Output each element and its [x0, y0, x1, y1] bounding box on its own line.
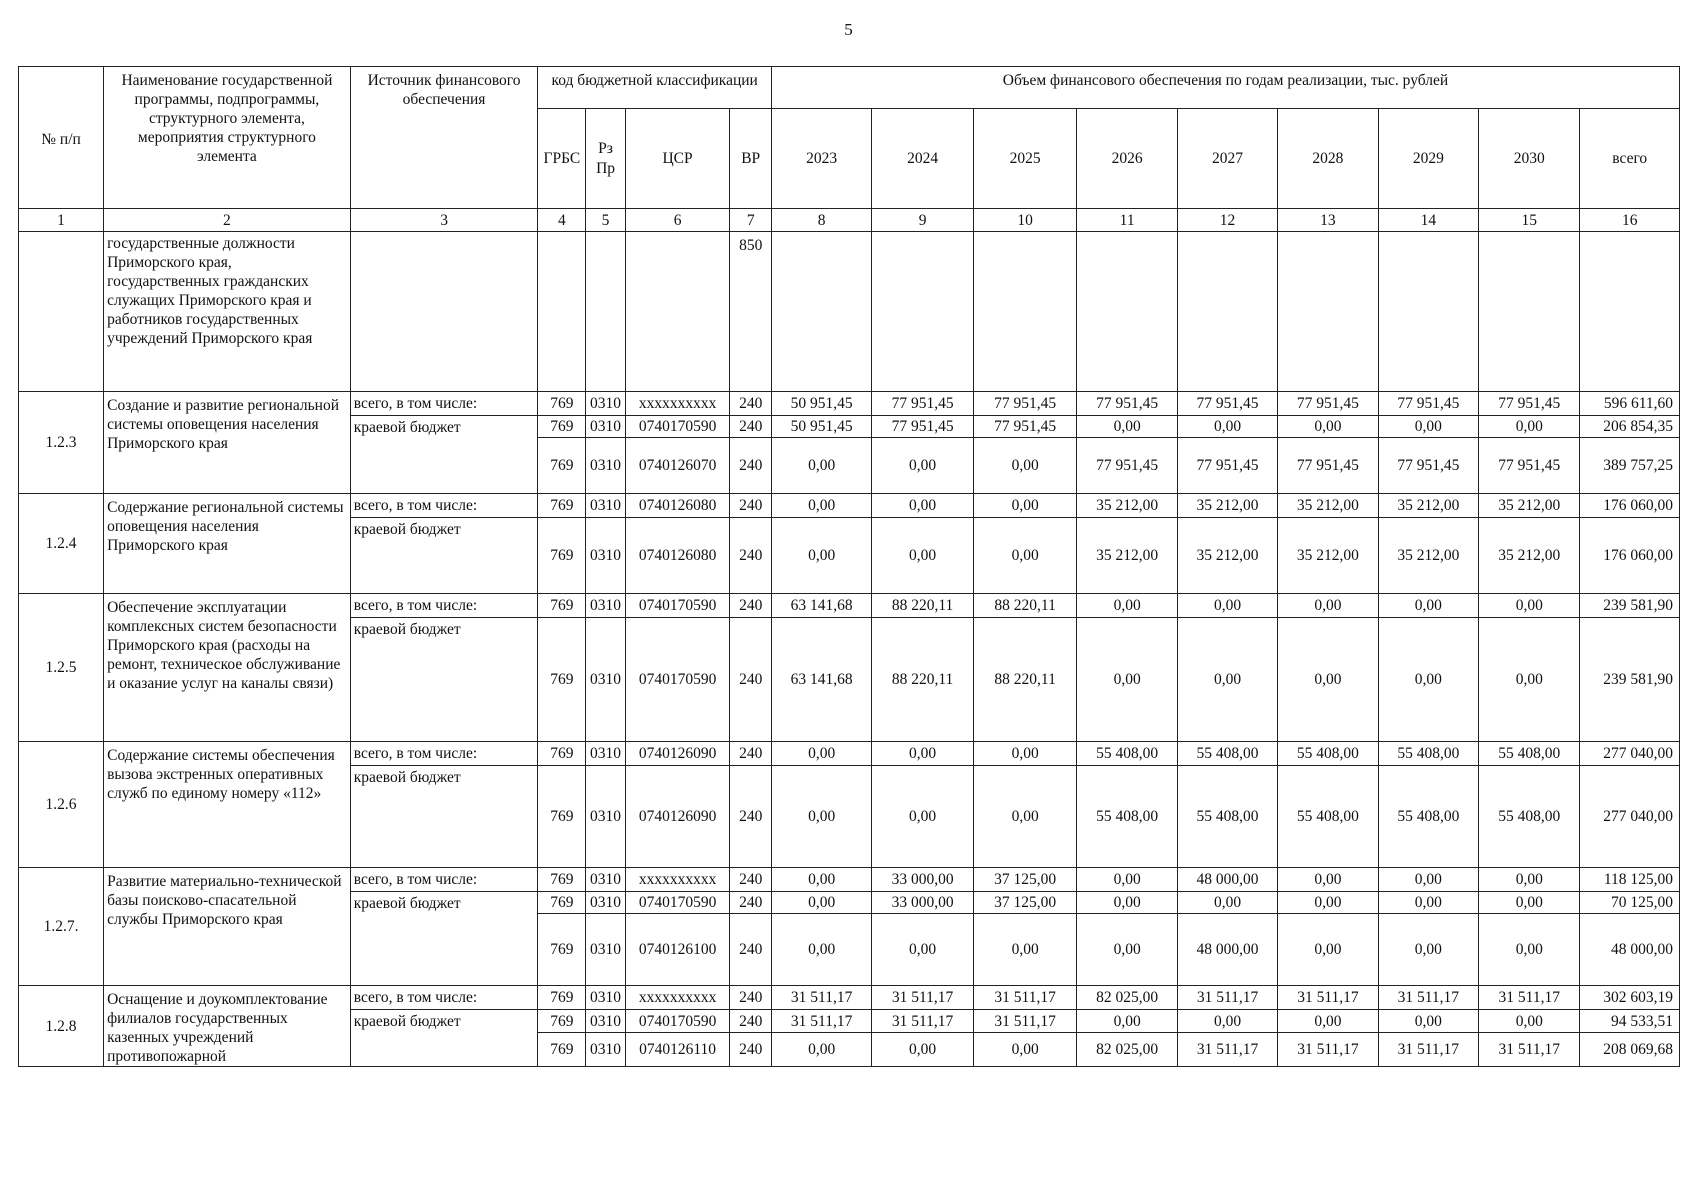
csr-cell: 0740170590	[625, 618, 730, 742]
vr-cell: 240	[730, 986, 772, 1010]
value-cell: 35 212,00	[1077, 494, 1177, 518]
header-name: Наименование государственной программы, подпрограммы, структурного элемента, мероприятия структурного элемента	[104, 67, 351, 209]
value-cell: 0,00	[1378, 892, 1478, 914]
csr-cell: xxxxxxxxxx	[625, 986, 730, 1010]
rzpr-cell: 0310	[586, 494, 625, 518]
grbs-cell: 769	[538, 392, 586, 416]
header-year-2025: 2025	[973, 109, 1077, 209]
value-cell: 0,00	[771, 766, 871, 868]
value-cell: 0,00	[1077, 868, 1177, 892]
csr-cell: 0740126100	[625, 914, 730, 986]
total-cell: 94 533,51	[1580, 1010, 1680, 1033]
value-cell: 88 220,11	[872, 618, 973, 742]
col-number: 4	[538, 209, 586, 232]
total-cell: 70 125,00	[1580, 892, 1680, 914]
value-cell: 35 212,00	[1378, 494, 1478, 518]
continuation-rzpr	[586, 232, 625, 392]
value-cell: 31 511,17	[1479, 986, 1580, 1010]
value-cell: 0,00	[1378, 914, 1478, 986]
continuation-cell	[1177, 232, 1277, 392]
total-cell: 239 581,90	[1580, 618, 1680, 742]
continuation-cell	[1278, 232, 1378, 392]
value-cell: 0,00	[1278, 868, 1378, 892]
value-cell: 0,00	[1479, 594, 1580, 618]
continuation-row	[19, 232, 1680, 392]
value-cell: 0,00	[872, 518, 973, 594]
value-cell: 0,00	[1378, 868, 1478, 892]
value-cell: 50 951,45	[771, 392, 871, 416]
grbs-cell: 769	[538, 518, 586, 594]
value-cell: 33 000,00	[872, 892, 973, 914]
value-cell: 0,00	[1479, 618, 1580, 742]
rzpr-cell: 0310	[586, 868, 625, 892]
csr-cell: 0740170590	[625, 1010, 730, 1033]
total-cell: 277 040,00	[1580, 742, 1680, 766]
value-cell: 31 511,17	[973, 1010, 1077, 1033]
col-number: 7	[730, 209, 772, 232]
continuation-cell	[973, 232, 1077, 392]
value-cell: 0,00	[1378, 1010, 1478, 1033]
header-year-2023: 2023	[771, 109, 871, 209]
continuation-source	[350, 232, 538, 392]
header-year-2026: 2026	[1077, 109, 1177, 209]
col-number: 2	[104, 209, 351, 232]
value-cell: 55 408,00	[1177, 766, 1277, 868]
rzpr-cell: 0310	[586, 892, 625, 914]
header-year-2028: 2028	[1278, 109, 1378, 209]
header-source: Источник финансового обеспечения	[350, 67, 538, 209]
col-number: 14	[1378, 209, 1478, 232]
value-cell: 55 408,00	[1077, 742, 1177, 766]
value-cell: 88 220,11	[973, 594, 1077, 618]
value-cell: 0,00	[771, 914, 871, 986]
vr-cell: 240	[730, 594, 772, 618]
total-cell: 302 603,19	[1580, 986, 1680, 1010]
value-cell: 31 511,17	[1479, 1033, 1580, 1067]
header-grbs: ГРБС	[538, 109, 586, 209]
total-cell: 48 000,00	[1580, 914, 1680, 986]
value-cell: 0,00	[771, 438, 871, 494]
continuation-cell	[771, 232, 871, 392]
value-cell: 0,00	[1077, 892, 1177, 914]
value-cell: 31 511,17	[1177, 1033, 1277, 1067]
continuation-name: государственные должности Приморского края, государственных гражданских служащих Приморского края и работников государственных учреждений Приморского края	[104, 232, 351, 392]
col-number: 9	[872, 209, 973, 232]
source-cell: всего, в том числе:	[350, 986, 538, 1010]
value-cell: 0,00	[771, 868, 871, 892]
item-name: Содержание системы обеспечения вызова экстренных оперативных служб по единому номеру «112»	[104, 742, 351, 868]
value-cell: 31 511,17	[1378, 1033, 1478, 1067]
value-cell: 0,00	[1479, 1010, 1580, 1033]
value-cell: 31 511,17	[771, 1010, 871, 1033]
source-cell: всего, в том числе:	[350, 494, 538, 518]
grbs-cell: 769	[538, 868, 586, 892]
source-cell: краевой бюджет	[350, 618, 538, 742]
value-cell: 0,00	[1077, 1010, 1177, 1033]
value-cell: 33 000,00	[872, 868, 973, 892]
source-cell: краевой бюджет	[350, 518, 538, 594]
source-cell: краевой бюджет	[350, 892, 538, 986]
vr-cell: 240	[730, 742, 772, 766]
rzpr-cell: 0310	[586, 518, 625, 594]
value-cell: 0,00	[1077, 416, 1177, 438]
vr-cell: 240	[730, 494, 772, 518]
item-number: 1.2.6	[19, 742, 104, 868]
value-cell: 35 212,00	[1278, 518, 1378, 594]
value-cell: 0,00	[872, 914, 973, 986]
value-cell: 0,00	[1077, 914, 1177, 986]
value-cell: 77 951,45	[872, 416, 973, 438]
source-cell: всего, в том числе:	[350, 868, 538, 892]
table-row	[19, 986, 1680, 1010]
col-number: 15	[1479, 209, 1580, 232]
col-number: 11	[1077, 209, 1177, 232]
value-cell: 35 212,00	[1177, 518, 1277, 594]
value-cell: 77 951,45	[1077, 438, 1177, 494]
value-cell: 77 951,45	[1278, 438, 1378, 494]
vr-cell: 240	[730, 766, 772, 868]
value-cell: 55 408,00	[1479, 766, 1580, 868]
value-cell: 0,00	[771, 742, 871, 766]
rzpr-cell: 0310	[586, 1033, 625, 1067]
item-number: 1.2.3	[19, 392, 104, 494]
grbs-cell: 769	[538, 892, 586, 914]
continuation-cell	[1378, 232, 1478, 392]
header-year-2024: 2024	[872, 109, 973, 209]
item-name: Содержание региональной системы оповещения населения Приморского края	[104, 494, 351, 594]
value-cell: 77 951,45	[1479, 438, 1580, 494]
continuation-cell	[872, 232, 973, 392]
rzpr-cell: 0310	[586, 766, 625, 868]
total-cell: 176 060,00	[1580, 494, 1680, 518]
continuation-csr	[625, 232, 730, 392]
value-cell: 0,00	[973, 766, 1077, 868]
total-cell: 208 069,68	[1580, 1033, 1680, 1067]
col-number: 8	[771, 209, 871, 232]
grbs-cell: 769	[538, 594, 586, 618]
grbs-cell: 769	[538, 1033, 586, 1067]
value-cell: 0,00	[1479, 416, 1580, 438]
continuation-cell	[1479, 232, 1580, 392]
col-number: 3	[350, 209, 538, 232]
continuation-grbs	[538, 232, 586, 392]
csr-cell: xxxxxxxxxx	[625, 392, 730, 416]
value-cell: 0,00	[872, 742, 973, 766]
value-cell: 55 408,00	[1278, 766, 1378, 868]
table-row	[19, 392, 1680, 416]
col-number: 16	[1580, 209, 1680, 232]
item-number: 1.2.7.	[19, 868, 104, 986]
grbs-cell: 769	[538, 742, 586, 766]
value-cell: 0,00	[973, 518, 1077, 594]
financing-table	[18, 66, 1680, 1067]
value-cell: 31 511,17	[1278, 1033, 1378, 1067]
rzpr-cell: 0310	[586, 594, 625, 618]
header-budget-code: код бюджетной классификации	[538, 67, 772, 109]
csr-cell: 0740126110	[625, 1033, 730, 1067]
grbs-cell: 769	[538, 618, 586, 742]
csr-cell: 0740126090	[625, 766, 730, 868]
total-cell: 176 060,00	[1580, 518, 1680, 594]
value-cell: 0,00	[1177, 1010, 1277, 1033]
total-cell: 389 757,25	[1580, 438, 1680, 494]
value-cell: 31 511,17	[1177, 986, 1277, 1010]
value-cell: 0,00	[1378, 416, 1478, 438]
csr-cell: 0740170590	[625, 416, 730, 438]
value-cell: 0,00	[1378, 618, 1478, 742]
header-pr: Пр	[596, 159, 616, 177]
value-cell: 55 408,00	[1378, 766, 1478, 868]
csr-cell: 0740126080	[625, 494, 730, 518]
col-number: 5	[586, 209, 625, 232]
value-cell: 0,00	[1278, 1010, 1378, 1033]
value-cell: 77 951,45	[1479, 392, 1580, 416]
value-cell: 0,00	[1278, 618, 1378, 742]
col-number: 1	[19, 209, 104, 232]
value-cell: 0,00	[872, 766, 973, 868]
value-cell: 48 000,00	[1177, 868, 1277, 892]
grbs-cell: 769	[538, 766, 586, 868]
csr-cell: 0740126070	[625, 438, 730, 494]
item-number: 1.2.4	[19, 494, 104, 594]
value-cell: 0,00	[1077, 618, 1177, 742]
value-cell: 0,00	[872, 1033, 973, 1067]
total-cell: 118 125,00	[1580, 868, 1680, 892]
table-row	[19, 494, 1680, 518]
value-cell: 35 212,00	[1479, 494, 1580, 518]
total-cell: 206 854,35	[1580, 416, 1680, 438]
value-cell: 0,00	[771, 518, 871, 594]
rzpr-cell: 0310	[586, 438, 625, 494]
value-cell: 35 212,00	[1378, 518, 1478, 594]
col-number: 6	[625, 209, 730, 232]
grbs-cell: 769	[538, 914, 586, 986]
source-cell: краевой бюджет	[350, 766, 538, 868]
rzpr-cell: 0310	[586, 416, 625, 438]
value-cell: 77 951,45	[973, 392, 1077, 416]
value-cell: 0,00	[872, 438, 973, 494]
value-cell: 35 212,00	[1077, 518, 1177, 594]
header-num: № п/п	[19, 67, 104, 209]
grbs-cell: 769	[538, 438, 586, 494]
rzpr-cell: 0310	[586, 1010, 625, 1033]
value-cell: 77 951,45	[1378, 438, 1478, 494]
value-cell: 0,00	[771, 494, 871, 518]
table-row	[19, 868, 1680, 892]
source-cell: всего, в том числе:	[350, 742, 538, 766]
value-cell: 0,00	[1177, 594, 1277, 618]
csr-cell: 0740170590	[625, 594, 730, 618]
value-cell: 35 212,00	[1177, 494, 1277, 518]
value-cell: 31 511,17	[771, 986, 871, 1010]
value-cell: 82 025,00	[1077, 986, 1177, 1010]
vr-cell: 240	[730, 618, 772, 742]
header-rzpr	[586, 109, 625, 209]
value-cell: 37 125,00	[973, 892, 1077, 914]
rzpr-cell: 0310	[586, 742, 625, 766]
vr-cell: 240	[730, 892, 772, 914]
vr-cell: 240	[730, 1033, 772, 1067]
source-cell: краевой бюджет	[350, 416, 538, 494]
value-cell: 77 951,45	[1278, 392, 1378, 416]
grbs-cell: 769	[538, 494, 586, 518]
value-cell: 0,00	[1177, 416, 1277, 438]
value-cell: 35 212,00	[1278, 494, 1378, 518]
value-cell: 31 511,17	[1278, 986, 1378, 1010]
table-row	[19, 742, 1680, 766]
value-cell: 0,00	[1278, 892, 1378, 914]
value-cell: 0,00	[1479, 892, 1580, 914]
item-name: Создание и развитие региональной системы оповещения населения Приморского края	[104, 392, 351, 494]
rzpr-cell: 0310	[586, 986, 625, 1010]
continuation-cell	[1077, 232, 1177, 392]
rzpr-cell: 0310	[586, 392, 625, 416]
value-cell: 0,00	[771, 1033, 871, 1067]
value-cell: 63 141,68	[771, 594, 871, 618]
col-number: 13	[1278, 209, 1378, 232]
value-cell: 77 951,45	[1378, 392, 1478, 416]
header-volume: Объем финансового обеспечения по годам реализации, тыс. рублей	[771, 67, 1679, 109]
value-cell: 0,00	[973, 438, 1077, 494]
source-cell: краевой бюджет	[350, 1010, 538, 1067]
col-number: 10	[973, 209, 1077, 232]
value-cell: 77 951,45	[872, 392, 973, 416]
value-cell: 37 125,00	[973, 868, 1077, 892]
total-cell: 596 611,60	[1580, 392, 1680, 416]
value-cell: 31 511,17	[1378, 986, 1478, 1010]
item-name: Оснащение и доукомплектование филиалов государственных казенных учреждений противопожарной	[104, 986, 351, 1067]
csr-cell: 0740170590	[625, 892, 730, 914]
value-cell: 0,00	[1177, 618, 1277, 742]
total-cell: 239 581,90	[1580, 594, 1680, 618]
value-cell: 55 408,00	[1177, 742, 1277, 766]
value-cell: 0,00	[1378, 594, 1478, 618]
item-name: Обеспечение эксплуатации комплексных систем безопасности Приморского края (расходы на ремонт, техническое обслуживание и оказание услуг на каналы связи)	[104, 594, 351, 742]
vr-cell: 240	[730, 416, 772, 438]
rzpr-cell: 0310	[586, 618, 625, 742]
value-cell: 0,00	[1479, 868, 1580, 892]
value-cell: 82 025,00	[1077, 1033, 1177, 1067]
total-cell: 277 040,00	[1580, 766, 1680, 868]
value-cell: 0,00	[1278, 416, 1378, 438]
value-cell: 55 408,00	[1479, 742, 1580, 766]
value-cell: 0,00	[771, 892, 871, 914]
vr-cell: 240	[730, 392, 772, 416]
header-total: всего	[1580, 109, 1680, 209]
header-vr: ВР	[730, 109, 772, 209]
value-cell: 88 220,11	[973, 618, 1077, 742]
header-year-2029: 2029	[1378, 109, 1478, 209]
continuation-cell	[1580, 232, 1680, 392]
vr-cell: 240	[730, 868, 772, 892]
table-row	[19, 594, 1680, 618]
value-cell: 0,00	[973, 494, 1077, 518]
value-cell: 0,00	[872, 494, 973, 518]
source-cell: всего, в том числе:	[350, 392, 538, 416]
vr-cell: 240	[730, 438, 772, 494]
value-cell: 31 511,17	[973, 986, 1077, 1010]
col-number: 12	[1177, 209, 1277, 232]
page-number: 5	[844, 20, 853, 39]
item-number: 1.2.5	[19, 594, 104, 742]
value-cell: 48 000,00	[1177, 914, 1277, 986]
grbs-cell: 769	[538, 416, 586, 438]
value-cell: 35 212,00	[1479, 518, 1580, 594]
vr-cell: 240	[730, 914, 772, 986]
header-rz: Рз	[598, 139, 613, 157]
value-cell: 0,00	[973, 1033, 1077, 1067]
value-cell: 63 141,68	[771, 618, 871, 742]
column-number-row	[19, 209, 1680, 232]
csr-cell: xxxxxxxxxx	[625, 868, 730, 892]
source-cell: всего, в том числе:	[350, 594, 538, 618]
value-cell: 0,00	[973, 914, 1077, 986]
rzpr-cell: 0310	[586, 914, 625, 986]
value-cell: 31 511,17	[872, 986, 973, 1010]
value-cell: 0,00	[1278, 594, 1378, 618]
vr-cell: 240	[730, 1010, 772, 1033]
value-cell: 0,00	[1278, 914, 1378, 986]
continuation-num	[19, 232, 104, 392]
value-cell: 50 951,45	[771, 416, 871, 438]
value-cell: 77 951,45	[1177, 392, 1277, 416]
continuation-vr: 850	[730, 232, 772, 392]
value-cell: 88 220,11	[872, 594, 973, 618]
item-number: 1.2.8	[19, 986, 104, 1067]
vr-cell: 240	[730, 518, 772, 594]
header-year-2027: 2027	[1177, 109, 1277, 209]
csr-cell: 0740126090	[625, 742, 730, 766]
header-csr: ЦСР	[625, 109, 730, 209]
csr-cell: 0740126080	[625, 518, 730, 594]
grbs-cell: 769	[538, 1010, 586, 1033]
value-cell: 0,00	[973, 742, 1077, 766]
value-cell: 31 511,17	[872, 1010, 973, 1033]
value-cell: 55 408,00	[1378, 742, 1478, 766]
grbs-cell: 769	[538, 986, 586, 1010]
value-cell: 0,00	[1077, 594, 1177, 618]
value-cell: 77 951,45	[1177, 438, 1277, 494]
item-name: Развитие материально-технической базы поисково-спасательной службы Приморского края	[104, 868, 351, 986]
value-cell: 55 408,00	[1077, 766, 1177, 868]
value-cell: 0,00	[1479, 914, 1580, 986]
header-year-2030: 2030	[1479, 109, 1580, 209]
value-cell: 55 408,00	[1278, 742, 1378, 766]
value-cell: 77 951,45	[973, 416, 1077, 438]
value-cell: 77 951,45	[1077, 392, 1177, 416]
value-cell: 0,00	[1177, 892, 1277, 914]
